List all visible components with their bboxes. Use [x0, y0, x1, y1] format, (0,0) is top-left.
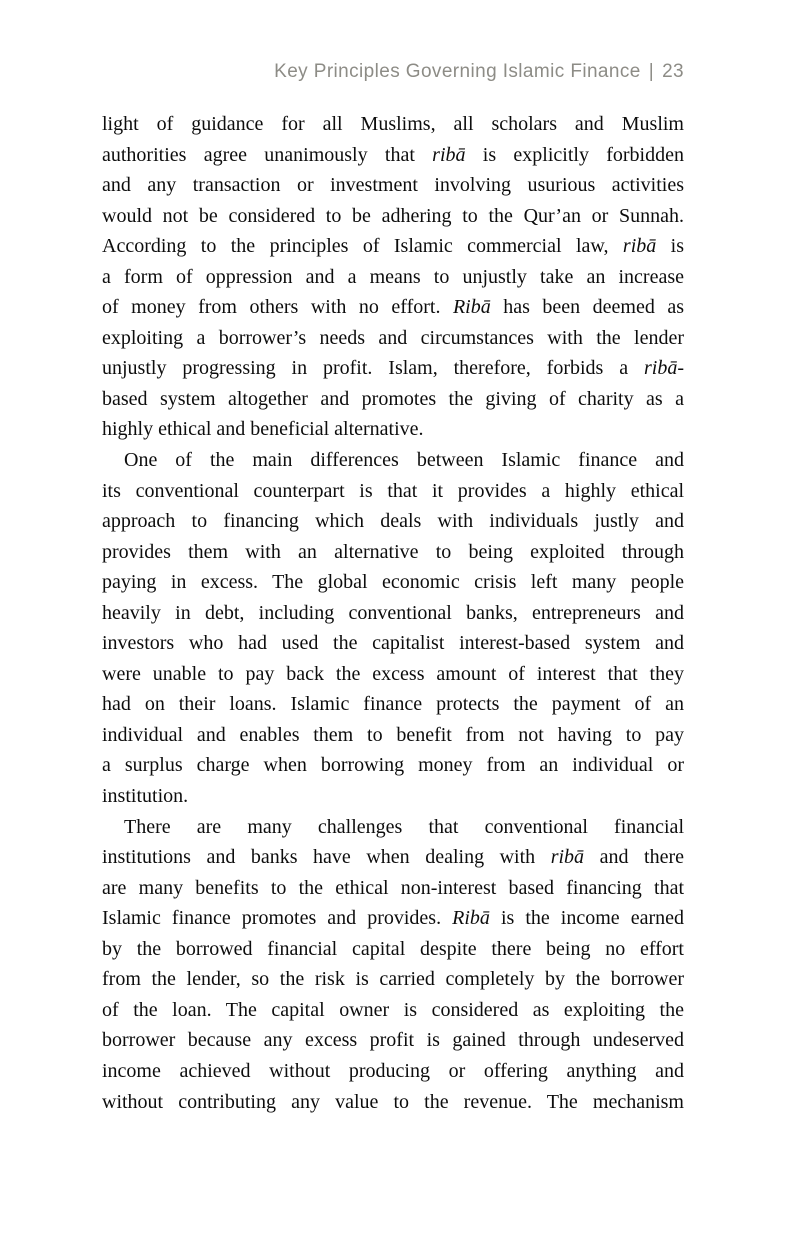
text-line: had on their loans. Islamic finance protects the payment of an — [102, 693, 684, 716]
text-line: by the borrowed financial capital despite there being no effort — [102, 937, 684, 960]
running-header-title: Key Principles Governing Islamic Finance — [274, 61, 641, 82]
text-line: Islamic finance promotes and provides. Ribā is the income earned — [102, 907, 685, 930]
text-line: investors who had used the capitalist interest-based system and — [102, 632, 684, 655]
text-line: a surplus charge when borrowing money from an individual or — [102, 754, 684, 777]
text-line: institution. — [102, 785, 189, 808]
text-line: income achieved without producing or offering anything and — [102, 1059, 684, 1082]
text-line: exploiting a borrower’s needs and circumstances with the lender — [102, 326, 684, 349]
paragraph — [102, 109, 684, 445]
text-line: One of the main differences between Islamic finance and — [124, 449, 684, 472]
text-line: highly ethical and beneficial alternative. — [102, 418, 424, 441]
text-line: were unable to pay back the excess amount of interest that they — [102, 662, 684, 685]
running-header — [102, 61, 684, 83]
text-line: would not be considered to be adhering to the Qur’an or Sunnah. — [102, 204, 684, 227]
text-line: provides them with an alternative to being exploited through — [102, 540, 684, 563]
text-line: its conventional counterpart is that it provides a highly ethical — [102, 479, 684, 502]
paragraph — [102, 445, 684, 812]
italic-term: ribā — [643, 357, 678, 380]
text-line: light of guidance for all Muslims, all scholars and Muslim — [102, 113, 684, 135]
running-header-separator: | — [648, 61, 655, 82]
text-line: approach to financing which deals with individuals justly and — [102, 510, 684, 533]
italic-term: ribā — [550, 846, 585, 869]
italic-term: Ribā — [452, 296, 491, 319]
text-line: institutions and banks have when dealing with ribā and there — [102, 846, 684, 869]
text-line: unjustly progressing in profit. Islam, therefore, forbids a ribā- — [102, 357, 684, 380]
italic-term: ribā — [622, 235, 657, 258]
text-line: authorities agree unanimously that ribā is explicitly forbidden — [102, 143, 684, 166]
paragraph — [102, 812, 684, 1117]
text-line: of the loan. The capital owner is considered as exploiting the — [102, 998, 684, 1021]
text-line: borrower because any excess profit is gained through undeserved — [102, 1029, 684, 1052]
italic-term: Ribā — [452, 907, 490, 930]
text-line: paying in excess. The global economic crisis left many people — [102, 571, 684, 594]
text-line: a form of oppression and a means to unjustly take an increase — [102, 265, 684, 288]
text-line: According to the principles of Islamic commercial law, ribā is — [102, 235, 684, 258]
text-line: and any transaction or investment involving usurious activities — [102, 174, 684, 197]
text-line: from the lender, so the risk is carried completely by the borrower — [102, 968, 684, 991]
text-line: individual and enables them to benefit from not having to pay — [102, 723, 684, 746]
page-number: 23 — [662, 61, 684, 82]
italic-term: ribā — [432, 143, 466, 166]
body-text — [102, 109, 684, 1117]
text-line: of money from others with no effort. Ribā has been deemed as — [102, 296, 684, 319]
text-line: based system altogether and promotes the giving of charity as a — [102, 387, 684, 410]
text-line: are many benefits to the ethical non-interest based financing that — [102, 876, 684, 899]
text-line: There are many challenges that conventional financial — [124, 815, 684, 838]
text-line: heavily in debt, including conventional banks, entrepreneurs and — [102, 601, 684, 624]
text-line: without contributing any value to the revenue. The mechanism — [102, 1090, 684, 1113]
